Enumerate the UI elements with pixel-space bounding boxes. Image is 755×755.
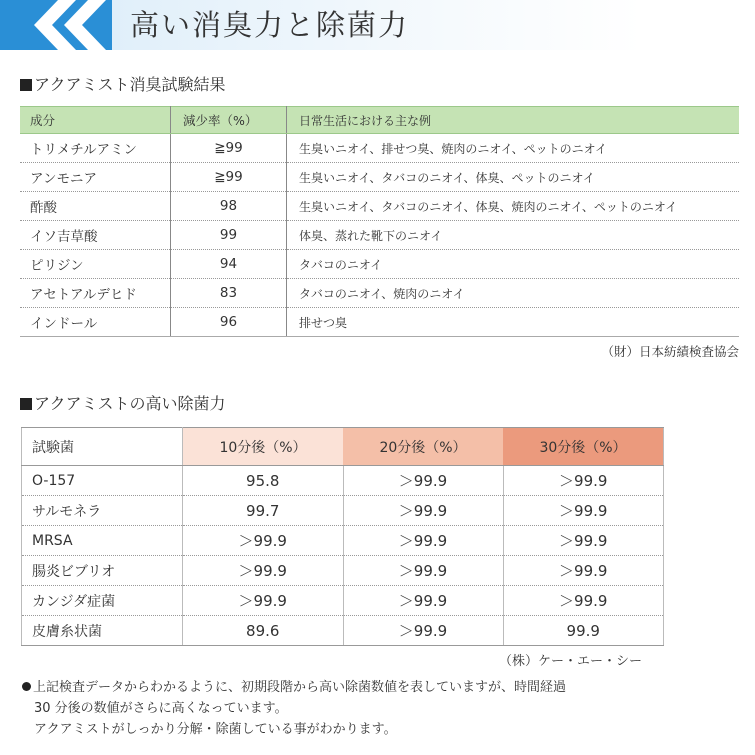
value-10min: 89.6 (183, 616, 344, 646)
value-30min: ＞99.9 (503, 556, 664, 586)
value-10min: ＞99.9 (183, 556, 344, 586)
table-row (20, 308, 739, 337)
value-20min: ＞99.9 (343, 496, 503, 526)
component-name: アセトアルデヒド (20, 279, 171, 308)
component-name: イソ吉草酸 (20, 221, 171, 250)
component-name: 酢酸 (20, 192, 171, 221)
bacteria-name: 皮膚糸状菌 (22, 616, 183, 646)
column-header: 10分後（%） (183, 428, 344, 466)
note-line-3: アクアミストがしっかり分解・除菌している事がわかります。 (34, 722, 397, 737)
value-10min: 95.8 (183, 466, 344, 496)
value-30min: ＞99.9 (503, 496, 664, 526)
table-row (20, 250, 739, 279)
table-row (20, 279, 739, 308)
daily-example: 排せつ臭 (287, 308, 740, 337)
table-header-row (20, 107, 739, 134)
reduction-rate: ≧99 (171, 163, 287, 192)
value-30min: ＞99.9 (503, 466, 664, 496)
table-row (22, 466, 664, 496)
value-20min: ＞99.9 (343, 466, 503, 496)
table-row (20, 221, 739, 250)
table-row (20, 192, 739, 221)
deodorize-table (20, 106, 739, 337)
reduction-rate: 98 (171, 192, 287, 221)
black-square-icon (20, 398, 32, 410)
table-row (20, 134, 739, 163)
component-name: インドール (20, 308, 171, 337)
value-30min: 99.9 (503, 616, 664, 646)
deodorize-source: （財）日本紡績検査協会 (601, 344, 739, 359)
table-row (22, 496, 664, 526)
reduction-rate: 94 (171, 250, 287, 279)
value-20min: ＞99.9 (343, 556, 503, 586)
table-row (22, 616, 664, 646)
column-header: 日常生活における主な例 (287, 107, 740, 134)
value-30min: ＞99.9 (503, 526, 664, 556)
component-name: アンモニア (20, 163, 171, 192)
antibacterial-source: （株）ケー・エー・シー (499, 654, 643, 669)
table-row (22, 526, 664, 556)
value-20min: ＞99.9 (343, 526, 503, 556)
daily-example: タバコのニオイ (287, 250, 740, 279)
summary-note (22, 677, 566, 740)
column-header: 30分後（%） (503, 428, 664, 466)
reduction-rate: ≧99 (171, 134, 287, 163)
bacteria-name: MRSA (22, 526, 183, 556)
value-20min: ＞99.9 (343, 616, 503, 646)
daily-example: 生臭いニオイ、排せつ臭、焼肉のニオイ、ペットのニオイ (287, 134, 740, 163)
value-10min: ＞99.9 (183, 586, 344, 616)
value-10min: 99.7 (183, 496, 344, 526)
daily-example: タバコのニオイ、焼肉のニオイ (287, 279, 740, 308)
deodorize-heading (20, 74, 226, 96)
antibacterial-heading (20, 393, 226, 415)
table-header-row (22, 428, 664, 466)
reduction-rate: 96 (171, 308, 287, 337)
reduction-rate: 99 (171, 221, 287, 250)
header-banner (0, 0, 755, 50)
reduction-rate: 83 (171, 279, 287, 308)
table-row (22, 556, 664, 586)
bacteria-name: 腸炎ビブリオ (22, 556, 183, 586)
note-line-1 (22, 677, 566, 698)
column-header: 試験菌 (22, 428, 183, 466)
note-text: 上記検査データからわかるように、初期段階から高い除菌数値を表していますが、時間経過 (33, 680, 567, 695)
value-30min: ＞99.9 (503, 586, 664, 616)
column-header: 減少率（%） (171, 107, 287, 134)
bacteria-name: カンジダ症菌 (22, 586, 183, 616)
double-chevron-left-icon (0, 0, 112, 50)
daily-example: 体臭、蒸れた靴下のニオイ (287, 221, 740, 250)
component-name: トリメチルアミン (20, 134, 171, 163)
component-name: ピリジン (20, 250, 171, 279)
note-line-2: 30 分後の数値がさらに高くなっています。 (34, 701, 288, 716)
deodorize-heading-text: アクアミスト消臭試験結果 (34, 75, 226, 94)
column-header: 20分後（%） (343, 428, 503, 466)
antibacterial-table (21, 427, 664, 646)
daily-example: 生臭いニオイ、タバコのニオイ、体臭、ペットのニオイ (287, 163, 740, 192)
antibacterial-heading-text: アクアミストの高い除菌力 (34, 394, 226, 413)
daily-example: 生臭いニオイ、タバコのニオイ、体臭、焼肉のニオイ、ペットのニオイ (287, 192, 740, 221)
table-row (20, 163, 739, 192)
page-title: 高い消臭力と除菌力 (130, 8, 410, 42)
black-square-icon (20, 79, 32, 91)
bacteria-name: O-157 (22, 466, 183, 496)
bacteria-name: サルモネラ (22, 496, 183, 526)
column-header: 成分 (20, 107, 171, 134)
value-10min: ＞99.9 (183, 526, 344, 556)
table-row (22, 586, 664, 616)
black-circle-icon (22, 682, 31, 691)
value-20min: ＞99.9 (343, 586, 503, 616)
